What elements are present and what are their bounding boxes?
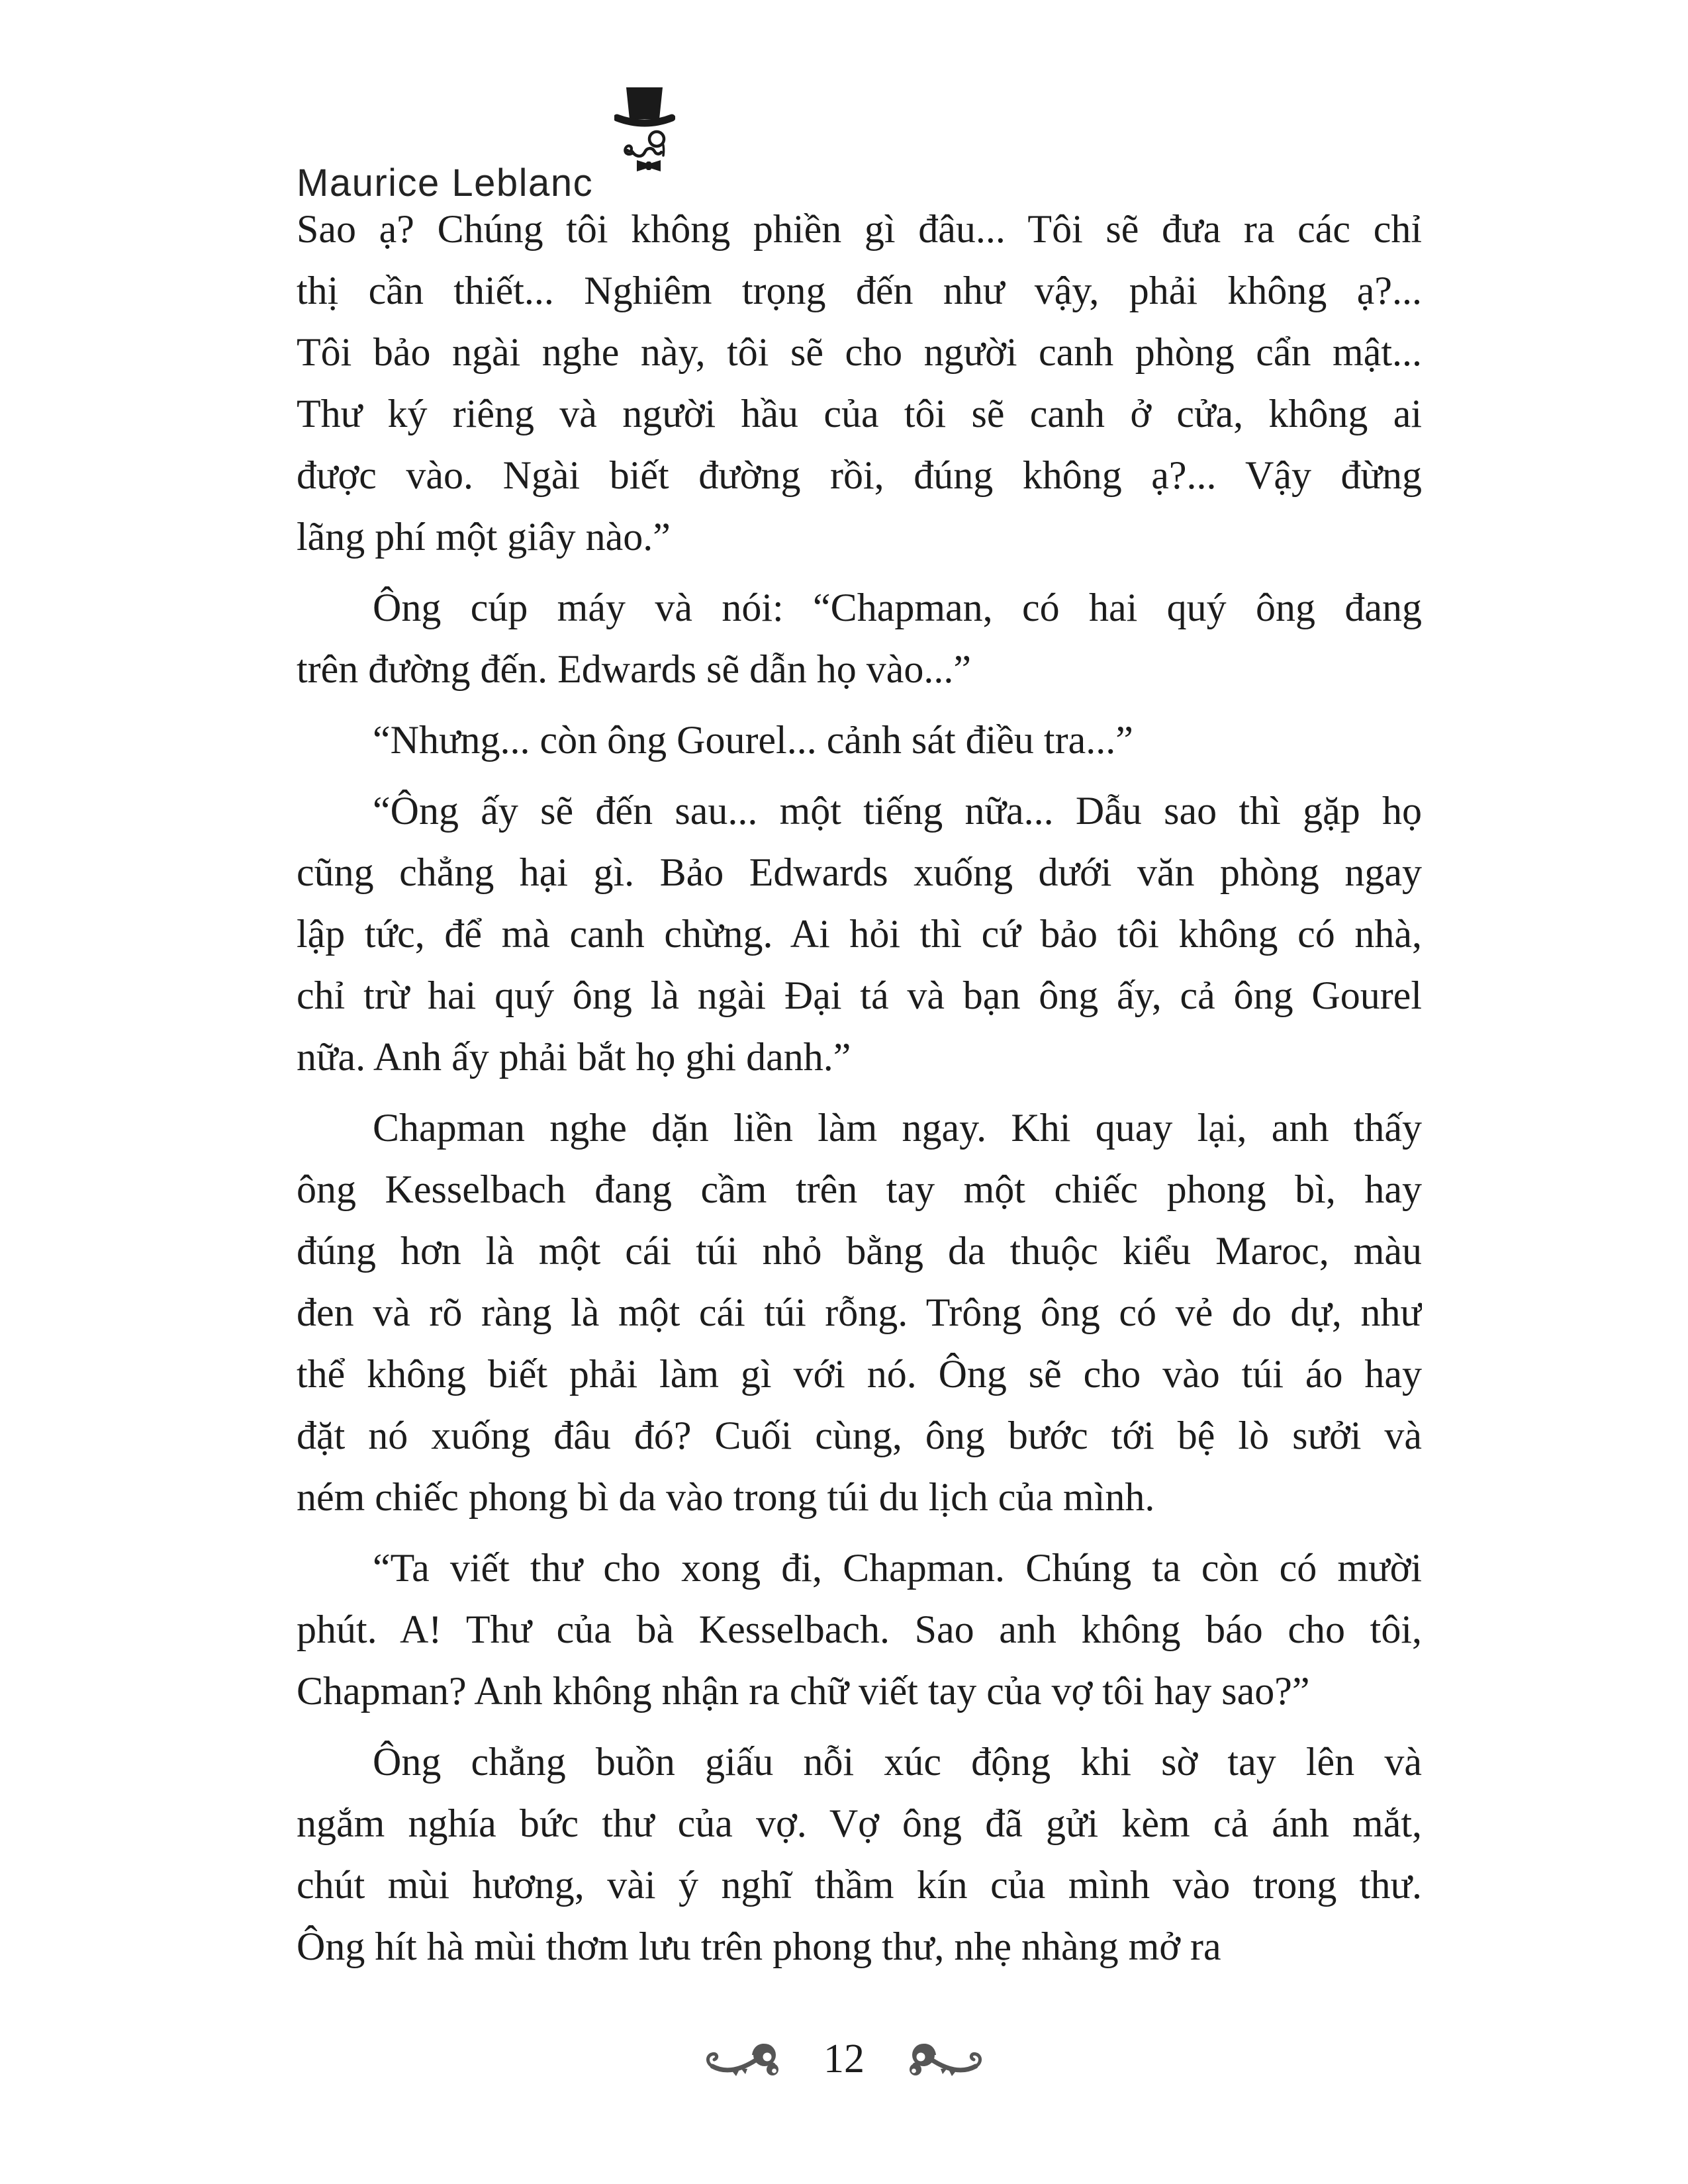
text-line: nữa. Anh ấy phải bắt họ ghi danh.” <box>297 1035 851 1079</box>
text-line: phút. A! Thư của bà Kesselbach. Sao anh không báo cho tôi, <box>297 1608 1422 1651</box>
text-line: đặt nó xuống đâu đó? Cuối cùng, ông bước tới bệ lò sưởi và <box>297 1414 1422 1457</box>
text-line: Chapman nghe dặn liền làm ngay. Khi quay lại, anh thấy <box>373 1106 1422 1150</box>
text-line: ngắm nghía bức thư của vợ. Vợ ông đã gửi kèm cả ánh mắt, <box>297 1801 1422 1845</box>
text-line: ném chiếc phong bì da vào trong túi du lịch của mình. <box>297 1475 1155 1519</box>
text-line: thể không biết phải làm gì với nó. Ông sẽ cho vào túi áo hay <box>297 1352 1422 1396</box>
flourish-swirl-left-icon <box>706 2039 786 2081</box>
paragraph <box>297 780 1422 1088</box>
text-line: Ông chẳng buồn giấu nỗi xúc động khi sờ tay lên và <box>373 1740 1422 1784</box>
text-line: trên đường đến. Edwards sẽ dẫn họ vào...” <box>297 647 971 691</box>
paragraph <box>297 199 1422 568</box>
text-line: “Ta viết thư cho xong đi, Chapman. Chúng ta còn có mười <box>373 1546 1422 1590</box>
text-line: ông Kesselbach đang cầm trên tay một chiếc phong bì, hay <box>297 1167 1422 1211</box>
paragraph <box>297 709 1422 771</box>
paragraph <box>297 1097 1422 1528</box>
text-line: chỉ trừ hai quý ông là ngài Đại tá và bạn ông ấy, cả ông Gourel <box>297 974 1422 1017</box>
text-line: cũng chẳng hại gì. Bảo Edwards xuống dưới văn phòng ngay <box>297 850 1422 894</box>
page-footer <box>0 2024 1688 2097</box>
flourish-swirl-right-icon <box>902 2039 982 2081</box>
text-line: đen và rõ ràng là một cái túi rỗng. Trông ông có vẻ do dự, như <box>297 1291 1422 1334</box>
gentleman-top-hat-monocle-mustache-bowtie-icon <box>614 87 675 172</box>
text-line: lập tức, để mà canh chừng. Ai hỏi thì cứ bảo tôi không có nhà, <box>297 912 1422 956</box>
paragraph <box>297 577 1422 700</box>
body-text <box>297 199 1422 1978</box>
text-line: được vào. Ngài biết đường rồi, đúng không ạ?... Vậy đừng <box>297 453 1422 497</box>
paragraph <box>297 1731 1422 1978</box>
paragraph <box>297 1537 1422 1722</box>
text-line: Ông cúp máy và nói: “Chapman, có hai quý ông đang <box>373 586 1422 629</box>
text-line: thị cần thiết... Nghiêm trọng đến như vậy, phải không ạ?... <box>297 269 1422 312</box>
text-line: Chapman? Anh không nhận ra chữ viết tay của vợ tôi hay sao?” <box>297 1669 1310 1713</box>
text-line: “Nhưng... còn ông Gourel... cảnh sát điều tra...” <box>373 718 1133 762</box>
text-line: Tôi bảo ngài nghe này, tôi sẽ cho người canh phòng cẩn mật... <box>297 330 1422 374</box>
text-line: “Ông ấy sẽ đến sau... một tiếng nữa... Dẫu sao thì gặp họ <box>373 789 1422 833</box>
author-name: Maurice Leblanc <box>297 161 594 205</box>
text-line: Thư ký riêng và người hầu của tôi sẽ canh ở cửa, không ai <box>297 392 1422 435</box>
text-line: lãng phí một giây nào.” <box>297 515 671 559</box>
page-header <box>0 0 1688 205</box>
text-line: Sao ạ? Chúng tôi không phiền gì đâu... Tôi sẽ đưa ra các chỉ <box>297 207 1422 251</box>
page-number: 12 <box>823 2036 865 2081</box>
text-line: Ông hít hà mùi thơm lưu trên phong thư, nhẹ nhàng mở ra <box>297 1925 1221 1968</box>
text-line: đúng hơn là một cái túi nhỏ bằng da thuộc kiểu Maroc, màu <box>297 1229 1422 1273</box>
text-line: chút mùi hương, vài ý nghĩ thầm kín của mình vào trong thư. <box>297 1863 1422 1907</box>
